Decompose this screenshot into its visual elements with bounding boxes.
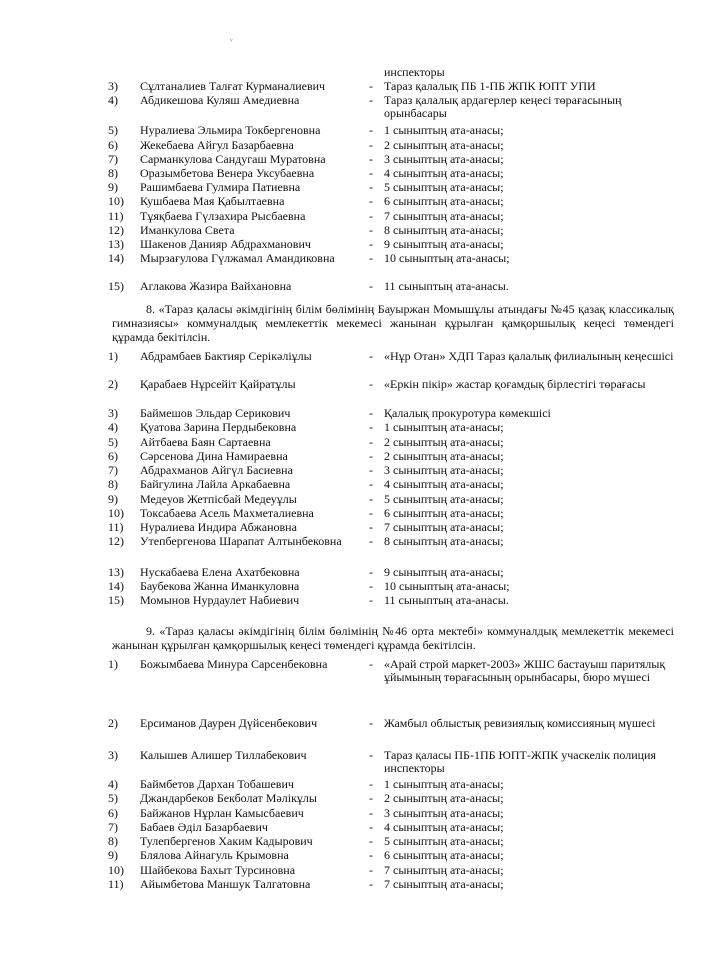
member-name: Қуатова Зарина Пердыбековна	[140, 420, 297, 434]
member-name: Айтбаева Баян Сартаевна	[140, 435, 271, 449]
member-role: Тараз қалалық ардагерлер кеңесі төрағасының орынбасары	[384, 93, 622, 120]
member-role: 11 сыныптың ата-анасы.	[384, 593, 509, 607]
member-name: Сұлтаналиев Талғат Курманалиевич	[140, 79, 326, 93]
member-number: 11)	[108, 520, 124, 534]
member-role: «Еркін пікір» жастар қоғамдық бірлестігі төрағасы	[384, 377, 646, 391]
member-name: Божымбаева Минура Сарсенбековна	[140, 657, 328, 671]
member-name: Айымбетова Маншук Талгатовна	[140, 877, 311, 891]
dash-separator: -	[369, 820, 373, 834]
member-role: 7 сыныптың ата-анасы;	[384, 877, 504, 891]
member-number: 5)	[108, 791, 118, 805]
member-role: 2 сыныптың ата-анасы;	[384, 138, 504, 152]
member-name: Тулепбергенов Хаким Кадырович	[140, 834, 313, 848]
dash-separator: -	[369, 279, 373, 293]
member-name: Бабаев Әділ Базарбаевич	[140, 820, 268, 834]
dash-separator: -	[369, 492, 373, 506]
member-number: 3)	[108, 79, 118, 93]
member-name: Рашимбаева Гулмира Патиевна	[140, 180, 301, 194]
member-role: «Арай строй маркет-2003» ЖШС бастауыш паритялық ұйымының төрағасының орынбасары, бюро мүшесі	[384, 657, 666, 684]
member-number: 11)	[108, 877, 124, 891]
member-role: 6 сыныптың ата-анасы;	[384, 506, 504, 520]
dash-separator: -	[369, 806, 373, 820]
member-role: 10 сыныптың ата-анасы;	[384, 251, 510, 265]
member-name: Баймешов Эльдар Серикович	[140, 406, 291, 420]
member-name: Токсабаева Асель Махметалиевна	[140, 506, 314, 520]
member-name: Шайбекова Бахыт Турсиновна	[140, 863, 296, 877]
member-name: Момынов Нурдаулет Набиевич	[140, 593, 300, 607]
member-number: 14)	[108, 579, 124, 593]
member-number: 4)	[108, 93, 118, 107]
dash-separator: -	[369, 579, 373, 593]
member-role: 8 сыныптың ата-анасы;	[384, 223, 504, 237]
member-role: 7 сыныптың ата-анасы;	[384, 520, 504, 534]
dash-separator: -	[369, 152, 373, 166]
top-continuation-text: инспекторы	[384, 65, 445, 79]
dash-separator: -	[369, 777, 373, 791]
member-number: 8)	[108, 477, 118, 491]
member-number: 6)	[108, 449, 118, 463]
dash-separator: -	[369, 834, 373, 848]
member-role: 1 сыныптың ата-анасы;	[384, 420, 504, 434]
member-number: 5)	[108, 435, 118, 449]
member-number: 11)	[108, 209, 124, 223]
member-number: 14)	[108, 251, 124, 265]
member-number: 1)	[108, 349, 118, 363]
dash-separator: -	[369, 223, 373, 237]
member-role: 4 сыныптың ата-анасы;	[384, 166, 504, 180]
member-name: Тұяқбаева Гүлзахира Рысбаевна	[140, 209, 306, 223]
member-role: 7 сыныптың ата-анасы;	[384, 863, 504, 877]
member-number: 6)	[108, 138, 118, 152]
member-role: 4 сыныптың ата-анасы;	[384, 820, 504, 834]
member-name: Блялова Айнагуль Крымовна	[140, 848, 289, 862]
member-role: 2 сыныптың ата-анасы;	[384, 435, 504, 449]
dash-separator: -	[369, 863, 373, 877]
member-name: Нуралиева Эльмира Токбергеновна	[140, 123, 321, 137]
member-name: Оразымбетова Венера Уксубаевна	[140, 166, 315, 180]
member-name: Сәрсенова Дина Намираевна	[140, 449, 288, 463]
member-role: 9 сыныптың ата-анасы;	[384, 565, 504, 579]
dash-separator: -	[369, 79, 373, 93]
member-role: Тараз қалалық ПБ 1-ПБ ЖПК ЮПТ УПИ	[384, 79, 596, 93]
dash-separator: -	[369, 377, 373, 391]
member-role: 6 сыныптың ата-анасы;	[384, 194, 504, 208]
member-role: Қалалық прокуротура көмекшісі	[384, 406, 551, 420]
member-number: 12)	[108, 223, 124, 237]
member-name: Мырзағулова Гүлжамал Амандиковна	[140, 251, 335, 265]
dash-separator: -	[369, 463, 373, 477]
member-number: 12)	[108, 534, 124, 548]
member-number: 3)	[108, 406, 118, 420]
dash-separator: -	[369, 593, 373, 607]
member-role: «Нұр Отан» ХДП Тараз қалалық филиалының кеңесшісі	[384, 349, 674, 363]
member-name: Шакенов Данияр Абдрахманович	[140, 237, 311, 251]
member-number: 9)	[108, 492, 118, 506]
member-number: 8)	[108, 166, 118, 180]
section-9-title	[112, 624, 674, 652]
member-number: 7)	[108, 152, 118, 166]
dash-separator: -	[369, 406, 373, 420]
member-number: 4)	[108, 420, 118, 434]
member-number: 8)	[108, 834, 118, 848]
member-name: Баубекова Жанна Иманкуловна	[140, 579, 300, 593]
member-name: Қарабаев Нұрсейіт Қайратұлы	[140, 377, 296, 391]
dash-separator: -	[369, 209, 373, 223]
dash-separator: -	[369, 194, 373, 208]
member-name: Нускабаева Елена Ахатбековна	[140, 565, 300, 579]
dash-separator: -	[369, 435, 373, 449]
member-role: 1 сыныптың ата-анасы;	[384, 123, 504, 137]
dash-separator: -	[369, 748, 373, 762]
scan-mark: ᵛ	[230, 36, 233, 46]
member-role: 8 сыныптың ата-анасы;	[384, 534, 504, 548]
dash-separator: -	[369, 877, 373, 891]
member-name: Баймбетов Дархан Тобашевич	[140, 777, 294, 791]
member-number: 2)	[108, 377, 118, 391]
member-number: 4)	[108, 777, 118, 791]
member-number: 9)	[108, 848, 118, 862]
member-name: Абдикешова Куляш Амедиевна	[140, 93, 300, 107]
dash-separator: -	[369, 657, 373, 671]
dash-separator: -	[369, 123, 373, 137]
member-role: 4 сыныптың ата-анасы;	[384, 477, 504, 491]
member-number: 13)	[108, 565, 124, 579]
member-role: 9 сыныптың ата-анасы;	[384, 237, 504, 251]
member-number: 1)	[108, 657, 118, 671]
dash-separator: -	[369, 848, 373, 862]
member-number: 10)	[108, 506, 124, 520]
member-number: 10)	[108, 194, 124, 208]
member-name: Джандарбеков Бекболат Мәлікұлы	[140, 791, 317, 805]
member-name: Нуралиева Индира Абжановна	[140, 520, 297, 534]
dash-separator: -	[369, 449, 373, 463]
dash-separator: -	[369, 251, 373, 265]
member-number: 9)	[108, 180, 118, 194]
member-name: Иманкулова Света	[140, 223, 235, 237]
member-name: Аглакова Жазира Вайхановна	[140, 279, 292, 293]
member-number: 10)	[108, 863, 124, 877]
member-name: Утепбергенова Шарапат Алтынбековна	[140, 534, 342, 548]
section-9-title-text: 9. «Тараз қаласы әкімдігінің білім бөлімінің №46 орта мектебі» коммуналдық мемлекеттік мекемесі жанынан құрылған қамқоршылық кеңесі төмендегі құрамда бекітілсін.	[112, 624, 674, 652]
member-name: Байжанов Нұрлан Камысбаевич	[140, 806, 304, 820]
member-role: 2 сыныптың ата-анасы;	[384, 449, 504, 463]
member-number: 7)	[108, 820, 118, 834]
member-number: 13)	[108, 237, 124, 251]
member-name: Абдрахманов Айгүл Басиевна	[140, 463, 293, 477]
member-number: 15)	[108, 279, 124, 293]
member-role: 3 сыныптың ата-анасы;	[384, 463, 504, 477]
member-name: Кушбаева Мая Қабылтаевна	[140, 194, 285, 208]
section-8-title-text: 8. «Тараз қаласы әкімдігінің білім бөлімінің Бауыржан Момышұлы атындағы №45 қазақ классикалық гимназиясы» коммуналдық мемлекеттік мекемесі жанынан құрылған қамқоршылық кеңесі төмендегі құрамда бекітілсін.	[112, 302, 674, 344]
member-role: 11 сыныптың ата-анасы.	[384, 279, 509, 293]
member-role: 5 сыныптың ата-анасы;	[384, 834, 504, 848]
dash-separator: -	[369, 237, 373, 251]
member-name: Байгулина Лайла Аркабаевна	[140, 477, 291, 491]
dash-separator: -	[369, 138, 373, 152]
dash-separator: -	[369, 791, 373, 805]
member-role: 2 сыныптың ата-анасы;	[384, 791, 504, 805]
dash-separator: -	[369, 565, 373, 579]
dash-separator: -	[369, 716, 373, 730]
member-name: Сарманкулова Сандугаш Муратовна	[140, 152, 326, 166]
member-role: 10 сыныптың ата-анасы;	[384, 579, 510, 593]
dash-separator: -	[369, 180, 373, 194]
dash-separator: -	[369, 534, 373, 548]
dash-separator: -	[369, 506, 373, 520]
member-name: Ерсиманов Даурен Дүйсенбекович	[140, 716, 318, 730]
member-role: 5 сыныптың ата-анасы;	[384, 492, 504, 506]
member-number: 6)	[108, 806, 118, 820]
member-role: 3 сыныптың ата-анасы;	[384, 152, 504, 166]
dash-separator: -	[369, 349, 373, 363]
dash-separator: -	[369, 477, 373, 491]
dash-separator: -	[369, 93, 373, 107]
member-number: 7)	[108, 463, 118, 477]
member-role: 3 сыныптың ата-анасы;	[384, 806, 504, 820]
member-number: 5)	[108, 123, 118, 137]
dash-separator: -	[369, 166, 373, 180]
member-role: 1 сыныптың ата-анасы;	[384, 777, 504, 791]
member-role: Жамбыл облыстық ревизиялық комиссияның мүшесі	[384, 716, 656, 730]
section-8-title	[112, 302, 674, 344]
member-role: 6 сыныптың ата-анасы;	[384, 848, 504, 862]
member-name: Медеуов Жетпісбай Медеуұлы	[140, 492, 297, 506]
member-name: Жекебаева Айгул Базарбаевна	[140, 138, 294, 152]
member-role: 7 сыныптың ата-анасы;	[384, 209, 504, 223]
dash-separator: -	[369, 520, 373, 534]
dash-separator: -	[369, 420, 373, 434]
member-number: 2)	[108, 716, 118, 730]
member-name: Абдрамбаев Бактияр Серікәліұлы	[140, 349, 312, 363]
member-name: Калышев Алишер Тиллабекович	[140, 748, 307, 762]
member-number: 15)	[108, 593, 124, 607]
member-number: 3)	[108, 748, 118, 762]
member-role: 5 сыныптың ата-анасы;	[384, 180, 504, 194]
member-role: Тараз қаласы ПБ-1ПБ ЮПТ-ЖПК учаскелік полиция инспекторы	[384, 748, 656, 775]
